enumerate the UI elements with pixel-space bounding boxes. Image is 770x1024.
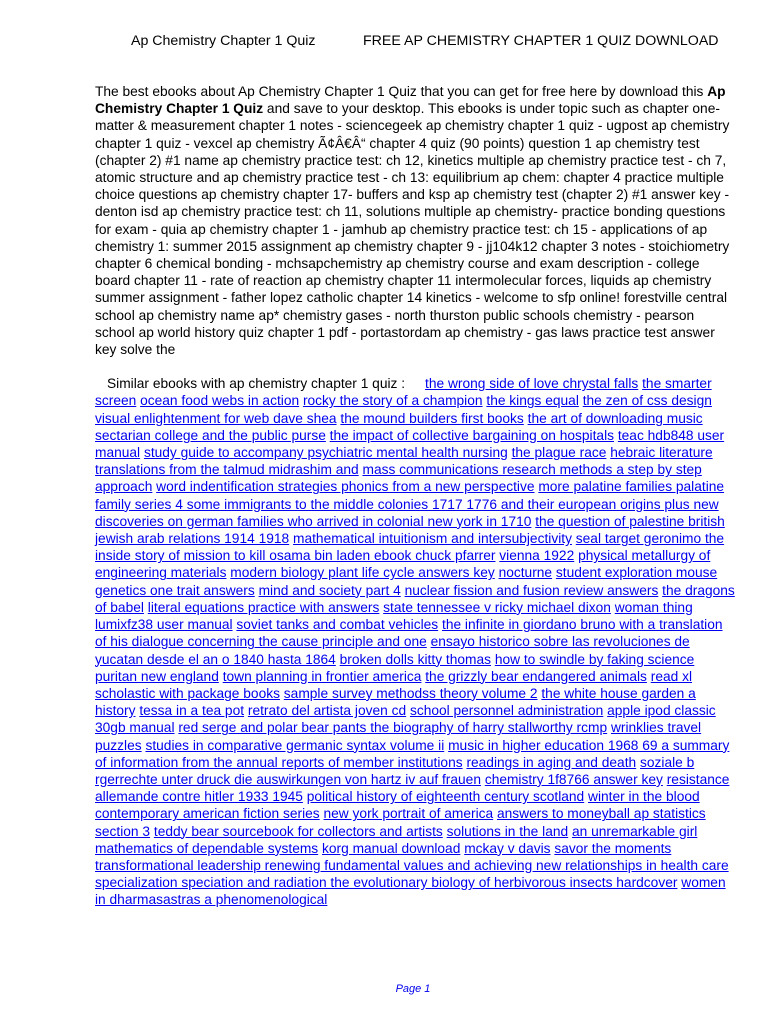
similar-ebook-link[interactable]: literal equations practice with answers bbox=[147, 599, 380, 615]
similar-ebook-link[interactable]: mind and society part 4 bbox=[258, 582, 401, 598]
similar-ebook-link[interactable]: vienna 1922 bbox=[499, 548, 575, 564]
intro-paragraph bbox=[95, 83, 735, 358]
similar-ebook-link[interactable]: the infinite in giordano bruno with a translation of his dialogue concerning the cause principle and one bbox=[95, 617, 723, 650]
similar-ebook-link[interactable]: read xl scholastic with package books bbox=[95, 668, 693, 701]
similar-ebook-link[interactable]: how to swindle by faking science bbox=[494, 651, 695, 667]
similar-ebook-link[interactable]: the question of palestine british jewish arab relations 1914 1918 bbox=[95, 513, 725, 547]
similar-ebook-link[interactable]: physical metallurgy of engineering materials bbox=[95, 548, 711, 581]
similar-ebook-link[interactable]: political history of eighteenth century scotland bbox=[306, 789, 585, 805]
similar-ebook-link[interactable]: new york portrait of america bbox=[323, 806, 494, 822]
similar-ebook-link[interactable]: an unremarkable girl bbox=[571, 823, 698, 839]
similar-ebook-link[interactable]: resistance allemande contre hitler 1933 1945 bbox=[95, 771, 730, 805]
similar-ebook-link[interactable]: word indentification strategies phonics from a new perspective bbox=[156, 479, 535, 495]
similar-ebook-link[interactable]: the grizzly bear endangered animals bbox=[425, 668, 647, 684]
similar-ebook-link[interactable]: woman thing bbox=[614, 599, 693, 615]
similar-ebook-link[interactable]: the smarter screen bbox=[95, 376, 712, 409]
similar-ebook-link[interactable]: ocean food webs in action bbox=[140, 393, 300, 409]
similar-ebook-link[interactable]: mckay v davis bbox=[464, 840, 551, 856]
similar-ebook-link[interactable]: teac hdb848 user manual bbox=[95, 427, 725, 461]
similar-ebook-link[interactable]: the plague race bbox=[511, 445, 607, 461]
similar-ebook-link[interactable]: women in dharmasastras a phenomenological bbox=[95, 875, 726, 908]
similar-ebooks-label: Similar ebooks with ap chemistry chapter 1 quiz : bbox=[107, 376, 406, 392]
similar-ebooks-links bbox=[95, 376, 735, 907]
similar-ebook-link[interactable]: wrinklies travel puzzles bbox=[95, 720, 702, 753]
similar-ebook-link[interactable]: korg manual download bbox=[322, 840, 461, 856]
similar-ebook-link[interactable]: school personnel administration bbox=[409, 703, 604, 719]
similar-ebook-link[interactable]: apple ipod classic 30gb manual bbox=[95, 703, 716, 736]
similar-ebook-link[interactable]: mathematics of dependable systems bbox=[95, 840, 319, 856]
similar-ebook-link[interactable]: sample survey methodss theory volume 2 bbox=[283, 685, 538, 701]
similar-ebook-link[interactable]: the white house garden a history bbox=[95, 685, 696, 719]
similar-ebook-link[interactable]: teddy bear sourcebook for collectors and artists bbox=[153, 823, 443, 839]
similar-ebook-link[interactable]: puritan new england bbox=[95, 668, 219, 684]
similar-ebook-link[interactable]: red serge and polar bear pants the biography of harry stallworthy rcmp bbox=[178, 720, 608, 736]
similar-ebook-link[interactable]: savor the moments bbox=[554, 840, 672, 856]
similar-ebook-link[interactable]: seal target geronimo the inside story of mission to kill osama bin laden ebook chuck pfarrer bbox=[95, 531, 725, 564]
similar-ebook-link[interactable]: hebraic literature translations from the talmud midrashim and bbox=[95, 445, 713, 478]
similar-ebook-link[interactable]: modern biology plant life cycle answers key bbox=[230, 565, 495, 581]
similar-ebook-link[interactable]: mathematical intuitionism and intersubjectivity bbox=[293, 531, 572, 547]
similar-ebook-link[interactable]: student exploration mouse genetics one trait answers bbox=[95, 565, 718, 598]
similar-ebook-link[interactable]: ensayo historico sobre las revoluciones de yucatan desde el an o 1840 hasta 1864 bbox=[95, 634, 690, 667]
intro-text-rest: and save to your desktop. This ebooks is under topic such as chapter one- matter & measurement chapter 1 notes - sciencegeek ap chemistry chapter 1 quiz - ugpost ap chemistry chapter 1 quiz - vexcel ap chemistry Ã¢Â€Â“ chapter 4 quiz (90 points) question 1 ap chemistry test (chapter 2) #1 name ap chemistry practice test: ch 12, kinetics multiple ap chemistry practice test - ch 7, atomic structure and ap chemistry practice test - ch 13: equilibrium ap chem: chapter 4 practice multiple choice questions ap chemistry chapter 17- buffers and ksp ap chemistry test (chapter 2) #1 answer key - denton isd ap chemistry practice test: ch 11, solutions multiple ap chemistry- practice bonding questions for exam - quia ap chemistry chapter 1 - jamhub ap chemistry practice test: ch 15 - applications of ap chemistry 1: summer 2015 assignment ap chemistry chapter 9 - jj104k12 chapter 3 notes - stoichiometry chapter 6 chemical bonding - mchsapchemistry ap chemistry course and exam description - college board chapter 11 - rate of reaction ap chemistry chapter 11 intermolecular forces, liquids ap chemistry summer assignment - father lopez catholic chapter 14 kinetics - welcome to sfp online! forestville central school ap chemistry name ap* chemistry gases - north thurston public schools chemistry - pearson school ap world history quiz chapter 1 pdf - portastordam ap chemistry - gas laws practice test answer key solve the bbox=[95, 101, 730, 358]
similar-ebook-link[interactable]: the kings equal bbox=[486, 393, 579, 409]
similar-ebook-link[interactable]: broken dolls kitty thomas bbox=[339, 651, 491, 667]
similar-ebook-link[interactable]: sectarian college and the public purse bbox=[95, 427, 326, 443]
page-header bbox=[0, 33, 770, 53]
similar-ebook-link[interactable]: state tennessee v ricky michael dixon bbox=[383, 599, 611, 615]
similar-ebook-link[interactable]: winter in the blood contemporary american fiction series bbox=[95, 789, 700, 822]
similar-ebook-link[interactable]: the dragons of babel bbox=[95, 582, 735, 615]
similar-ebook-link[interactable]: chemistry 1f8766 answer key bbox=[484, 771, 663, 787]
similar-ebook-link[interactable]: the zen of css design visual enlightenment for web dave shea bbox=[95, 393, 712, 426]
similar-ebook-link[interactable]: nocturne bbox=[498, 565, 553, 581]
similar-ebook-link[interactable]: nuclear fission and fusion review answers bbox=[404, 582, 659, 598]
intro-text-start: The best ebooks about Ap Chemistry Chapter 1 Quiz that you can get for free here by download this bbox=[95, 84, 708, 99]
similar-ebook-link[interactable]: the wrong side of love chrystal falls bbox=[425, 376, 639, 392]
similar-ebook-link[interactable]: soziale b rgerrechte unter druck die auswirkungen von hartz iv auf frauen bbox=[95, 754, 695, 787]
similar-ebook-link[interactable]: more palatine families palatine family series 4 some immigrants to the middle colonies 1717 1776 and their european origins plus new discoveries on german families who arrived in colonial new york in 1710 bbox=[95, 479, 725, 529]
similar-ebook-link[interactable]: mass communications research methods a step by step approach bbox=[95, 462, 702, 495]
similar-ebook-link[interactable]: transformational leadership renewing fundamental values and achieving new relationships in health care bbox=[95, 857, 729, 873]
header-title-right: FREE AP CHEMISTRY CHAPTER 1 QUIZ DOWNLOAD bbox=[363, 33, 719, 49]
similar-ebook-link[interactable]: retrato del artista joven cd bbox=[247, 703, 407, 719]
similar-ebook-link[interactable]: soviet tanks and combat vehicles bbox=[236, 617, 439, 633]
similar-ebooks-section bbox=[95, 375, 735, 908]
similar-ebook-link[interactable]: music in higher education 1968 69 a summary of information from the annual reports of member institutions bbox=[95, 737, 730, 770]
document-body bbox=[95, 83, 735, 909]
similar-ebook-link[interactable]: lumixfz38 user manual bbox=[95, 617, 233, 633]
similar-ebook-link[interactable]: specialization speciation and radiation the evolutionary biology of herbivorous insects hardcover bbox=[95, 875, 678, 891]
similar-ebook-link[interactable]: rocky the story of a champion bbox=[302, 393, 483, 409]
similar-ebook-link[interactable]: the mound builders first books bbox=[340, 410, 524, 426]
similar-ebook-link[interactable]: tessa in a tea pot bbox=[139, 703, 245, 719]
header-title-left: Ap Chemistry Chapter 1 Quiz bbox=[131, 33, 316, 49]
similar-ebook-link[interactable]: readings in aging and death bbox=[466, 754, 637, 770]
similar-ebook-link[interactable]: solutions in the land bbox=[446, 823, 569, 839]
similar-ebook-link[interactable]: studies in comparative germanic syntax volume ii bbox=[145, 737, 445, 753]
similar-ebook-link[interactable]: study guide to accompany psychiatric mental health nursing bbox=[143, 445, 508, 461]
intro-bold-title: Ap Chemistry Chapter 1 Quiz bbox=[95, 84, 726, 117]
similar-ebook-link[interactable]: the impact of collective bargaining on hospitals bbox=[329, 427, 615, 443]
page-number: Page 1 bbox=[395, 983, 431, 995]
similar-ebook-link[interactable]: answers to moneyball ap statistics section 3 bbox=[95, 806, 706, 839]
similar-ebook-link[interactable]: the art of downloading music bbox=[527, 410, 703, 426]
similar-ebook-link[interactable]: town planning in frontier america bbox=[222, 668, 422, 684]
